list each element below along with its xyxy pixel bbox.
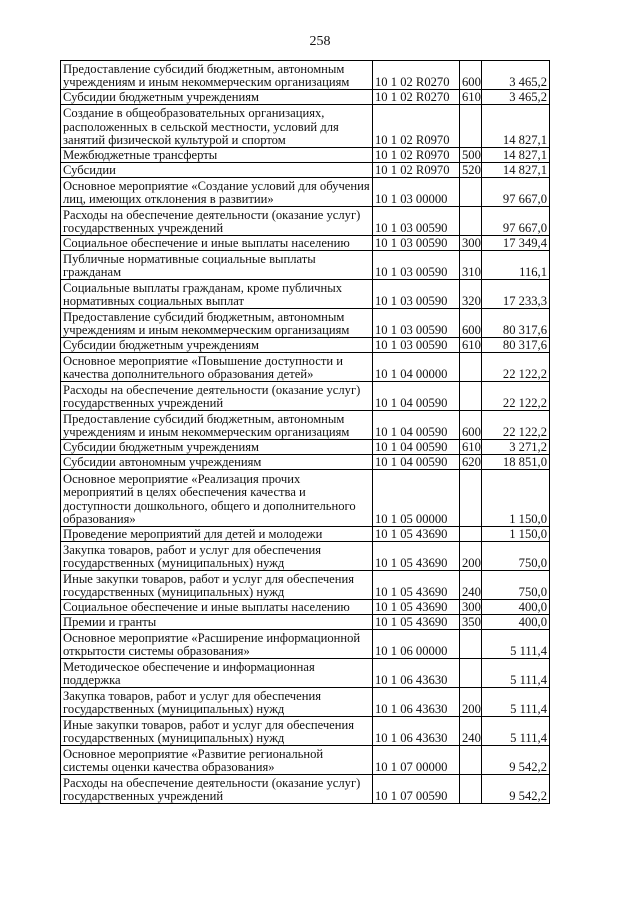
expense-type-code: 520 [460, 163, 482, 178]
expense-type-code [460, 470, 482, 527]
item-amount: 750,0 [482, 571, 550, 600]
expense-type-code: 300 [460, 600, 482, 615]
item-code: 10 1 04 00000 [373, 353, 460, 382]
table-row [61, 455, 550, 470]
item-code: 10 1 03 00000 [373, 178, 460, 207]
table-row [61, 411, 550, 440]
item-amount: 5 111,4 [482, 688, 550, 717]
expense-type-code [460, 382, 482, 411]
budget-table [60, 60, 550, 804]
item-name: Основное мероприятие «Расширение информационной открытости системы образования» [61, 630, 373, 659]
item-name: Социальное обеспечение и иные выплаты населению [61, 600, 373, 615]
item-code: 10 1 05 43690 [373, 571, 460, 600]
item-amount: 5 111,4 [482, 717, 550, 746]
table-row [61, 148, 550, 163]
item-code: 10 1 03 00590 [373, 207, 460, 236]
table-row [61, 105, 550, 148]
item-amount: 14 827,1 [482, 105, 550, 148]
expense-type-code: 600 [460, 61, 482, 90]
expense-type-code [460, 746, 482, 775]
expense-type-code: 610 [460, 90, 482, 105]
item-name: Социальное обеспечение и иные выплаты населению [61, 236, 373, 251]
item-code: 10 1 04 00590 [373, 455, 460, 470]
item-name: Предоставление субсидий бюджетным, автономным учреждениям и иным некоммерческим организациям [61, 61, 373, 90]
table-row [61, 542, 550, 571]
table-row [61, 382, 550, 411]
item-code: 10 1 07 00590 [373, 775, 460, 804]
expense-type-code: 320 [460, 280, 482, 309]
table-row [61, 251, 550, 280]
item-code: 10 1 02 R0270 [373, 90, 460, 105]
item-name: Субсидии бюджетным учреждениям [61, 338, 373, 353]
item-code: 10 1 06 00000 [373, 630, 460, 659]
item-name: Основное мероприятие «Развитие региональной системы оценки качества образования» [61, 746, 373, 775]
expense-type-code: 350 [460, 615, 482, 630]
table-row [61, 470, 550, 527]
table-row [61, 688, 550, 717]
item-amount: 14 827,1 [482, 148, 550, 163]
table-row [61, 178, 550, 207]
table-row [61, 571, 550, 600]
item-amount: 400,0 [482, 600, 550, 615]
table-row [61, 717, 550, 746]
expense-type-code: 240 [460, 717, 482, 746]
table-row [61, 659, 550, 688]
item-name: Методическое обеспечение и информационная поддержка [61, 659, 373, 688]
expense-type-code [460, 775, 482, 804]
item-amount: 5 111,4 [482, 630, 550, 659]
item-code: 10 1 05 43690 [373, 600, 460, 615]
table-row [61, 236, 550, 251]
expense-type-code: 200 [460, 542, 482, 571]
item-name: Закупка товаров, работ и услуг для обеспечения государственных (муниципальных) нужд [61, 688, 373, 717]
item-name: Расходы на обеспечение деятельности (оказание услуг) государственных учреждений [61, 207, 373, 236]
expense-type-code [460, 527, 482, 542]
item-name: Иные закупки товаров, работ и услуг для обеспечения государственных (муниципальных) нужд [61, 717, 373, 746]
table-row [61, 280, 550, 309]
table-row [61, 630, 550, 659]
item-name: Основное мероприятие «Повышение доступности и качества дополнительного образования детей» [61, 353, 373, 382]
page-number: 258 [309, 34, 331, 49]
item-amount: 22 122,2 [482, 382, 550, 411]
expense-type-code: 620 [460, 455, 482, 470]
item-amount: 3 465,2 [482, 90, 550, 105]
item-name: Иные закупки товаров, работ и услуг для обеспечения государственных (муниципальных) нужд [61, 571, 373, 600]
table-row [61, 309, 550, 338]
item-name: Предоставление субсидий бюджетным, автономным учреждениям и иным некоммерческим организациям [61, 411, 373, 440]
item-code: 10 1 07 00000 [373, 746, 460, 775]
expense-type-code [460, 105, 482, 148]
item-amount: 116,1 [482, 251, 550, 280]
item-amount: 1 150,0 [482, 527, 550, 542]
expense-type-code: 610 [460, 338, 482, 353]
expense-type-code [460, 353, 482, 382]
item-name: Премии и гранты [61, 615, 373, 630]
table-row [61, 440, 550, 455]
item-name: Субсидии бюджетным учреждениям [61, 90, 373, 105]
item-code: 10 1 05 43690 [373, 542, 460, 571]
item-amount: 3 271,2 [482, 440, 550, 455]
item-code: 10 1 03 00590 [373, 309, 460, 338]
item-amount: 5 111,4 [482, 659, 550, 688]
item-code: 10 1 05 00000 [373, 470, 460, 527]
expense-type-code: 300 [460, 236, 482, 251]
item-code: 10 1 06 43630 [373, 659, 460, 688]
item-name: Предоставление субсидий бюджетным, автономным учреждениям и иным некоммерческим организациям [61, 309, 373, 338]
item-amount: 1 150,0 [482, 470, 550, 527]
item-code: 10 1 03 00590 [373, 280, 460, 309]
expense-type-code: 310 [460, 251, 482, 280]
item-amount: 9 542,2 [482, 775, 550, 804]
item-name: Основное мероприятие «Создание условий для обучения лиц, имеющих отклонения в развитии» [61, 178, 373, 207]
expense-type-code: 200 [460, 688, 482, 717]
item-code: 10 1 03 00590 [373, 251, 460, 280]
item-amount: 17 349,4 [482, 236, 550, 251]
item-amount: 400,0 [482, 615, 550, 630]
item-amount: 9 542,2 [482, 746, 550, 775]
item-name: Публичные нормативные социальные выплаты гражданам [61, 251, 373, 280]
item-code: 10 1 02 R0970 [373, 105, 460, 148]
table-row [61, 600, 550, 615]
table-row [61, 746, 550, 775]
item-amount: 14 827,1 [482, 163, 550, 178]
table-row [61, 775, 550, 804]
table-row [61, 163, 550, 178]
item-name: Закупка товаров, работ и услуг для обеспечения государственных (муниципальных) нужд [61, 542, 373, 571]
table-row [61, 353, 550, 382]
item-code: 10 1 04 00590 [373, 440, 460, 455]
item-name: Расходы на обеспечение деятельности (оказание услуг) государственных учреждений [61, 775, 373, 804]
table-row [61, 90, 550, 105]
item-name: Расходы на обеспечение деятельности (оказание услуг) государственных учреждений [61, 382, 373, 411]
item-code: 10 1 02 R0970 [373, 163, 460, 178]
table-row [61, 527, 550, 542]
item-amount: 17 233,3 [482, 280, 550, 309]
item-amount: 80 317,6 [482, 309, 550, 338]
item-code: 10 1 02 R0270 [373, 61, 460, 90]
item-name: Субсидии [61, 163, 373, 178]
item-code: 10 1 04 00590 [373, 411, 460, 440]
item-amount: 80 317,6 [482, 338, 550, 353]
item-code: 10 1 04 00590 [373, 382, 460, 411]
item-amount: 3 465,2 [482, 61, 550, 90]
table-row [61, 615, 550, 630]
expense-type-code [460, 659, 482, 688]
item-amount: 22 122,2 [482, 411, 550, 440]
item-name: Проведение мероприятий для детей и молодежи [61, 527, 373, 542]
item-code: 10 1 02 R0970 [373, 148, 460, 163]
expense-type-code: 610 [460, 440, 482, 455]
item-amount: 18 851,0 [482, 455, 550, 470]
item-amount: 97 667,0 [482, 178, 550, 207]
item-name: Субсидии автономным учреждениям [61, 455, 373, 470]
item-amount: 97 667,0 [482, 207, 550, 236]
expense-type-code: 600 [460, 411, 482, 440]
item-code: 10 1 03 00590 [373, 338, 460, 353]
item-name: Основное мероприятие «Реализация прочих мероприятий в целях обеспечения качества и доступности дошкольного, общего и дополнительного образования» [61, 470, 373, 527]
expense-type-code [460, 630, 482, 659]
item-code: 10 1 06 43630 [373, 717, 460, 746]
item-amount: 22 122,2 [482, 353, 550, 382]
expense-type-code [460, 178, 482, 207]
table-row [61, 338, 550, 353]
table-row [61, 61, 550, 90]
item-amount: 750,0 [482, 542, 550, 571]
item-name: Создание в общеобразовательных организациях, расположенных в сельской местности, условий для занятий физической культурой и спортом [61, 105, 373, 148]
item-code: 10 1 05 43690 [373, 527, 460, 542]
item-code: 10 1 03 00590 [373, 236, 460, 251]
item-name: Межбюджетные трансферты [61, 148, 373, 163]
expense-type-code: 240 [460, 571, 482, 600]
expense-type-code: 500 [460, 148, 482, 163]
expense-type-code [460, 207, 482, 236]
item-name: Субсидии бюджетным учреждениям [61, 440, 373, 455]
item-code: 10 1 05 43690 [373, 615, 460, 630]
expense-type-code: 600 [460, 309, 482, 338]
item-name: Социальные выплаты гражданам, кроме публичных нормативных социальных выплат [61, 280, 373, 309]
item-code: 10 1 06 43630 [373, 688, 460, 717]
table-row [61, 207, 550, 236]
